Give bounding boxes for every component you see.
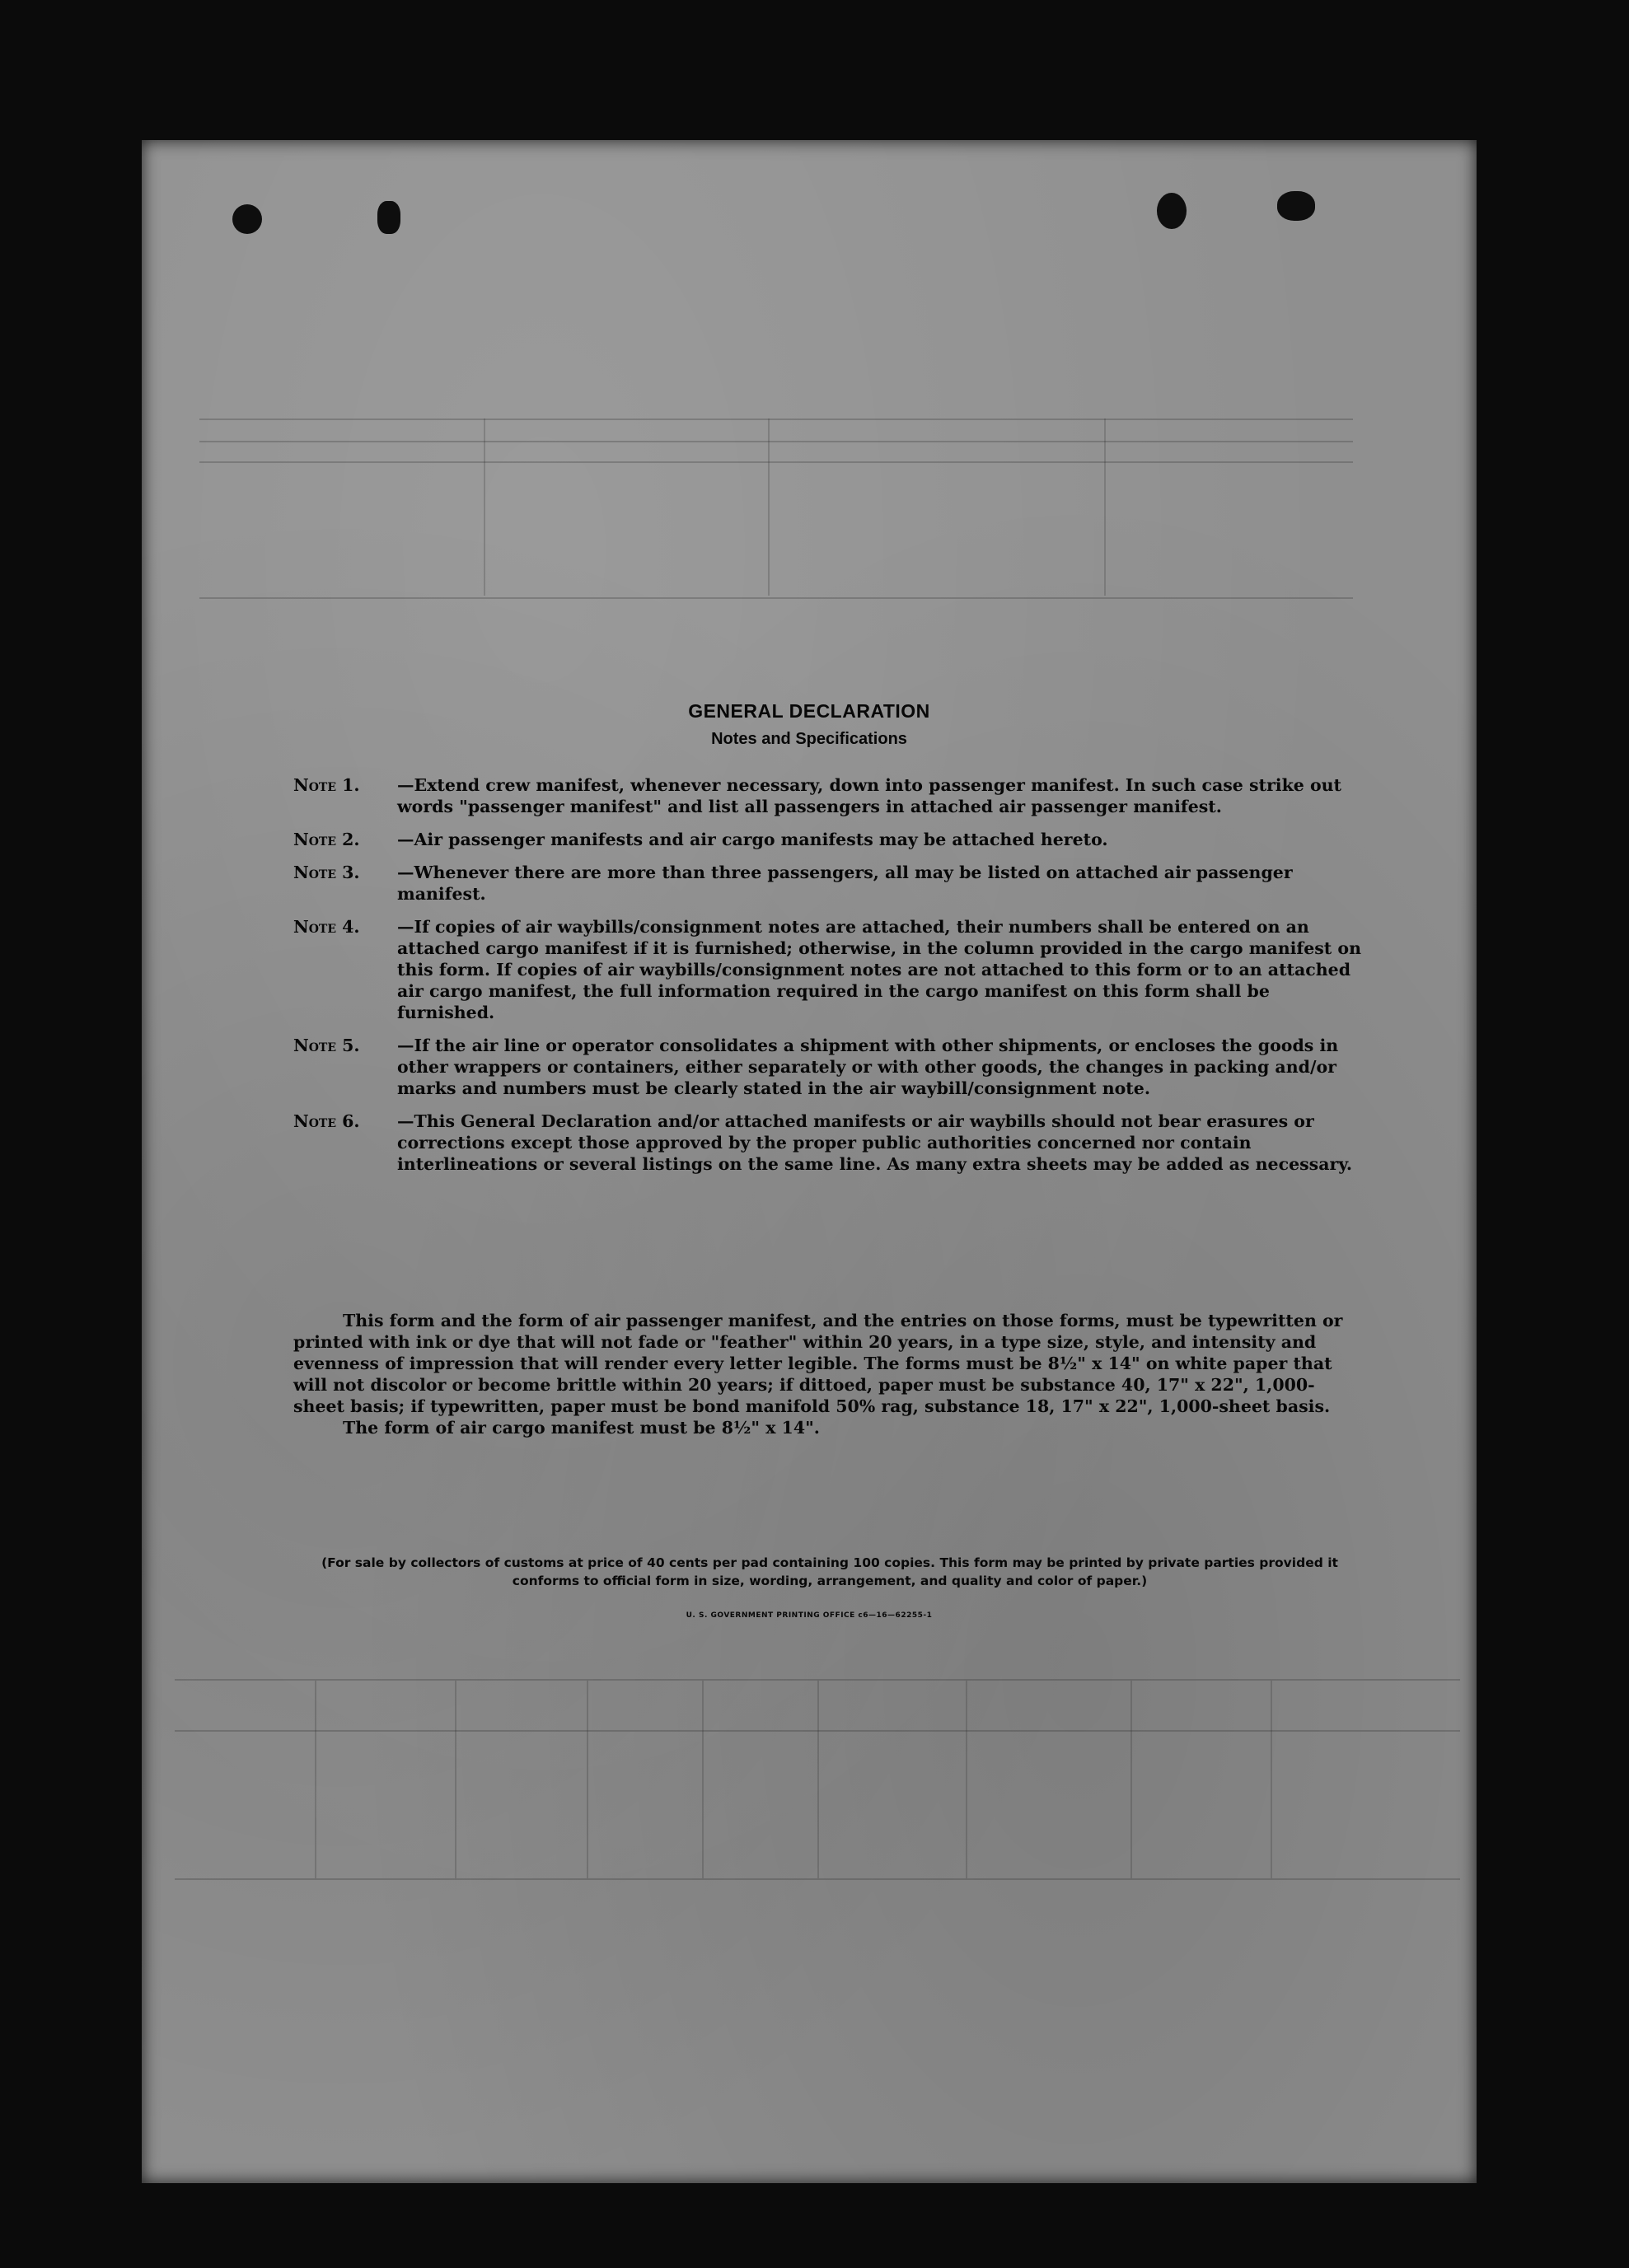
punch-hole-right-1 bbox=[1157, 193, 1187, 229]
bleed-through-rule bbox=[175, 1878, 1460, 1880]
note-text: —If the air line or operator consolidates a shipment with other shipments, or encloses the goods in other wrappers or containers, either separately or with other goods, the changes in packing and/or marks and numbers must be clearly stated in the air waybill/consignment note. bbox=[397, 1036, 1339, 1098]
sale-notice: (For sale by collectors of customs at price of 40 cents per pad containing 100 copies. This form may be printed by private parties provided it conforms to official form in size, wording, arrangement, and quality and color of paper.) bbox=[321, 1555, 1338, 1588]
note-4 bbox=[293, 916, 1363, 1023]
bleed-through-rule bbox=[199, 419, 1353, 420]
note-2 bbox=[293, 829, 1363, 850]
note-5 bbox=[293, 1035, 1363, 1099]
bleed-through-rule bbox=[966, 1681, 967, 1878]
bleed-through-rule bbox=[768, 419, 770, 596]
printer-line: U. S. GOVERNMENT PRINTING OFFICE c6—16—62255-1 bbox=[686, 1611, 933, 1620]
notes-list bbox=[293, 774, 1363, 1186]
bleed-through-rule bbox=[484, 419, 485, 596]
bleed-through-rule bbox=[455, 1681, 456, 1878]
note-text: —Extend crew manifest, whenever necessary, down into passenger manifest. In such case strike out words "passenger manifest" and list all passengers in attached air passenger manifest. bbox=[397, 775, 1342, 816]
note-label: Note 5. bbox=[293, 1036, 360, 1055]
specification-paragraph bbox=[293, 1310, 1365, 1438]
note-1 bbox=[293, 774, 1363, 817]
note-6 bbox=[293, 1111, 1363, 1175]
bleed-through-rule bbox=[587, 1681, 588, 1878]
note-label: Note 4. bbox=[293, 917, 360, 937]
bleed-through-rule bbox=[315, 1681, 316, 1878]
bleed-through-rule bbox=[817, 1681, 819, 1878]
punch-hole-left-2 bbox=[377, 201, 400, 234]
bleed-through-rule bbox=[199, 441, 1353, 442]
note-text: —Whenever there are more than three passengers, all may be listed on attached air passenger manifest. bbox=[397, 863, 1293, 904]
specification-text: This form and the form of air passenger manifest, and the entries on those forms, must be typewritten or printed with ink or dye that will not fade or "feather" within 20 years, in a type size, style, and intensity and evenness of impression that will render every letter legible. The forms must be 8½" x 14" on white paper that will not discolor or become brittle within 20 years; if dittoed, paper must be substance 40, 17" x 22", 1,000-sheet basis; if typewritten, paper must be bond manifold 50% rag, substance 18, 17" x 22", 1,000-sheet basis. bbox=[293, 1311, 1343, 1416]
bleed-through-rule bbox=[702, 1681, 704, 1878]
note-label: Note 1. bbox=[293, 775, 360, 795]
note-text: —Air passenger manifests and air cargo manifests may be attached hereto. bbox=[397, 830, 1108, 849]
punch-hole-right-2 bbox=[1277, 191, 1315, 221]
bleed-through-rule bbox=[199, 597, 1353, 599]
note-text: —If copies of air waybills/consignment notes are attached, their numbers shall be entered on an attached cargo manifest if it is furnished; otherwise, in the column provided in the cargo manifest on this form. If copies of air waybills/consignment notes are not attached to this form or to an attached air cargo manifest, the full information required in the cargo manifest on this form shall be furnished. bbox=[397, 917, 1361, 1022]
page-subtitle: Notes and Specifications bbox=[711, 730, 907, 748]
note-label: Note 3. bbox=[293, 863, 360, 882]
document-page bbox=[142, 140, 1477, 2183]
page-title: GENERAL DECLARATION bbox=[688, 700, 930, 722]
bleed-through-rule bbox=[199, 461, 1353, 463]
note-3 bbox=[293, 862, 1363, 905]
cargo-manifest-size-line: The form of air cargo manifest must be 8½" x 14". bbox=[343, 1418, 820, 1438]
punch-hole-left-1 bbox=[232, 204, 262, 234]
note-label: Note 2. bbox=[293, 830, 360, 849]
bleed-through-rule bbox=[1130, 1681, 1132, 1878]
note-label: Note 6. bbox=[293, 1111, 360, 1131]
bleed-through-rule bbox=[1271, 1681, 1272, 1878]
note-text: —This General Declaration and/or attached manifests or air waybills should not bear erasures or corrections except those approved by the proper public authorities concerned nor contain interlineations or several listings on the same line. As many extra sheets may be added as necessary. bbox=[397, 1111, 1352, 1174]
bleed-through-rule bbox=[1104, 419, 1106, 596]
